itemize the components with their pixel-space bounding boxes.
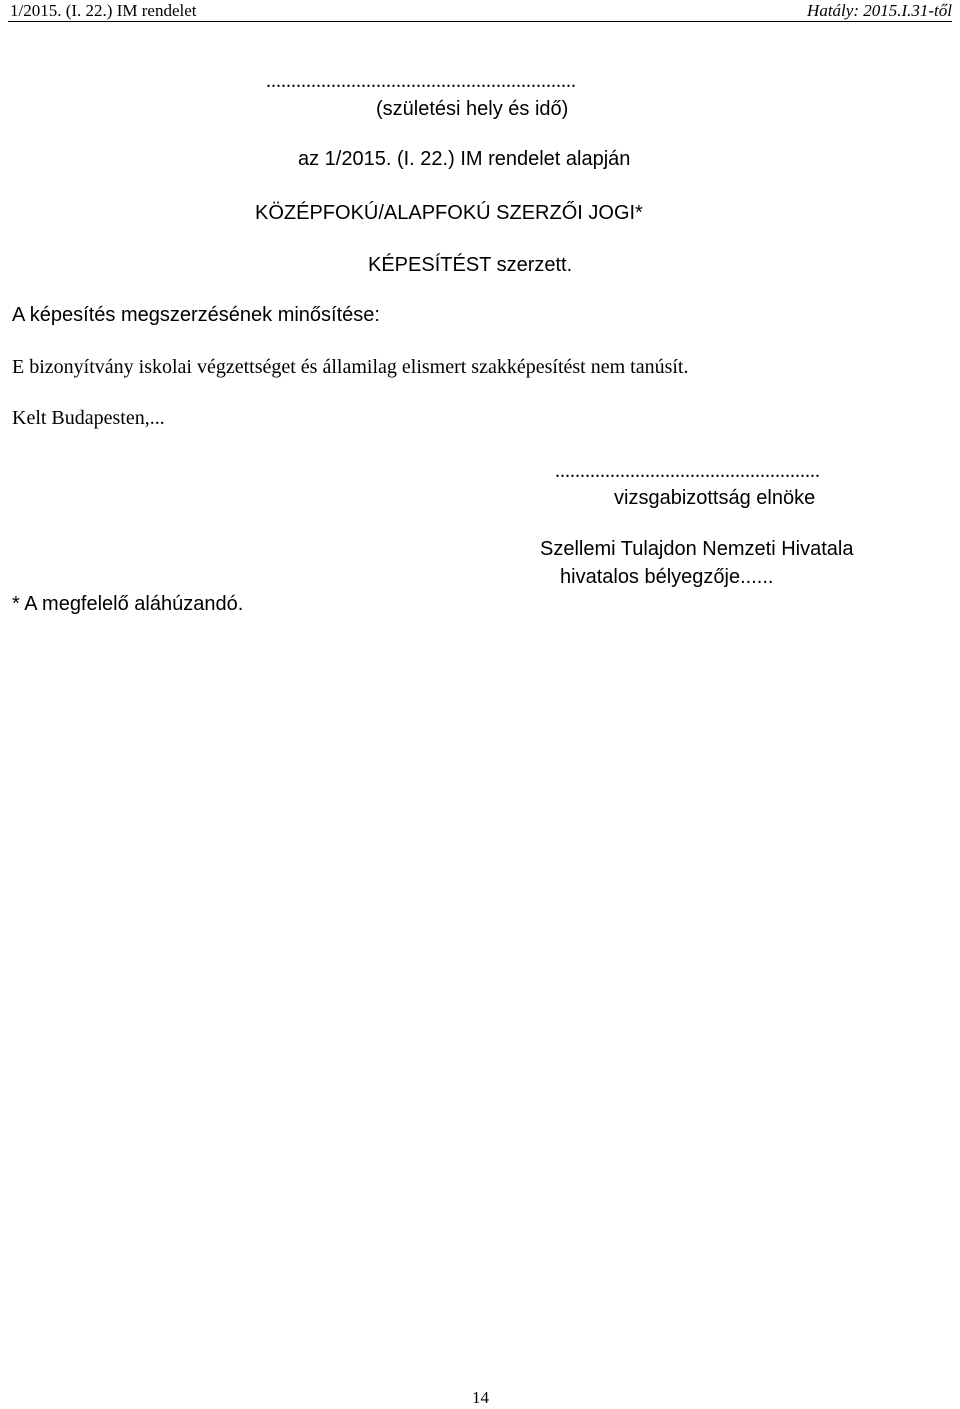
issued-at-line: Kelt Budapesten,... — [12, 407, 165, 429]
signature-line: ..................................................... — [555, 460, 820, 482]
decree-basis-text: az 1/2015. (I. 22.) IM rendelet alapján — [298, 148, 631, 170]
office-name: Szellemi Tulajdon Nemzeti Hivatala — [540, 538, 854, 560]
page-number: 14 — [472, 1388, 489, 1407]
qualification-obtained-text: KÉPESÍTÉST szerzett. — [368, 254, 573, 276]
qualification-grade-label: A képesítés megszerzésének minősítése: — [12, 304, 380, 326]
header-divider — [8, 21, 952, 22]
certificate-note: E bizonyítvány iskolai végzettséget és államilag elismert szakképesítést nem tanúsít. — [12, 356, 689, 378]
official-stamp-caption: hivatalos bélyegzője...... — [560, 566, 774, 588]
header-decree-reference: 1/2015. (I. 22.) IM rendelet — [10, 1, 197, 20]
dotted-fill-line: .............................................................. — [266, 70, 576, 92]
qualification-level-text: KÖZÉPFOKÚ/ALAPFOKÚ SZERZŐI JOGI* — [255, 202, 643, 224]
header-effective-date: Hatály: 2015.I.31-től — [807, 1, 952, 20]
committee-chair-caption: vizsgabizottság elnöke — [614, 487, 816, 509]
footnote: * A megfelelő aláhúzandó. — [12, 593, 244, 615]
birth-place-date-caption: (születési hely és idő) — [376, 98, 569, 120]
